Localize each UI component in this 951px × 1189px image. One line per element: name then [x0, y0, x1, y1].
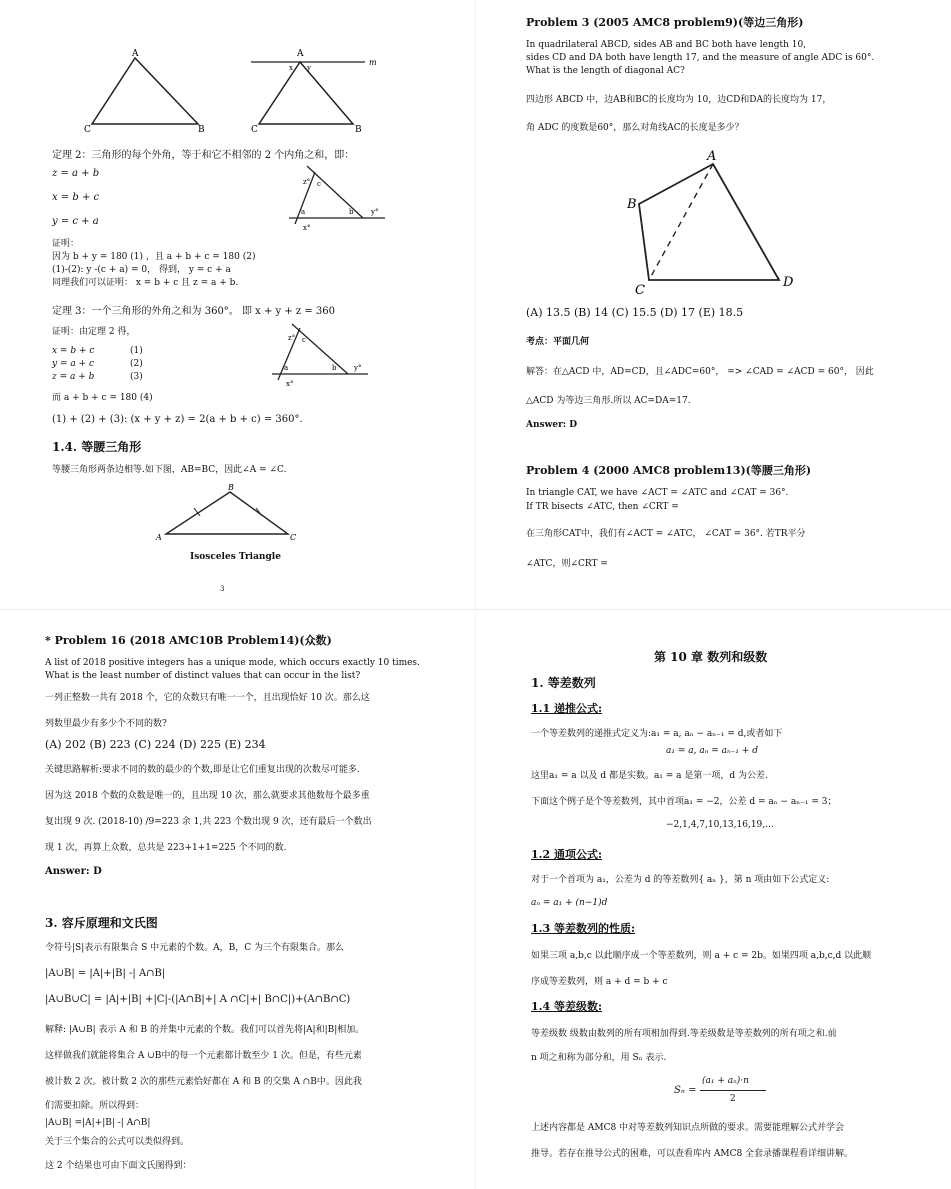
- formula-two-sets: |A∪B| = |A|+|B| -| A∩B|: [45, 968, 166, 979]
- eq-line-2: y = a + c: [52, 359, 95, 369]
- problem-3-en-3: What is the length of diagonal AC?: [526, 66, 685, 76]
- theorem-3: 定理 3：一个三角形的外角之和为 360°。 即 x + y + z = 360: [52, 306, 336, 317]
- problem-3-en-2: sides CD and DA both have length 17, and the measure of angle ADC is 60°.: [526, 53, 875, 63]
- eq-num-3: (3): [130, 372, 143, 382]
- explain-formula: |A∪B| =|A|+|B| -| A∩B|: [45, 1118, 151, 1128]
- problem-4-en-2: If TR bisects ∠ATC, then ∠CRT =: [526, 502, 679, 512]
- eq-num-2: (2): [130, 359, 143, 369]
- section-3-title: 3. 容斥原理和文氏图: [45, 916, 158, 930]
- section-1-2-title: 1.2 通项公式:: [531, 848, 603, 861]
- solution-line-2: 因为这 2018 个数的众数是唯一的，且出现 10 次，那么就要求其他数每个最多重: [45, 791, 370, 801]
- label-c: C: [290, 533, 297, 542]
- general-term-formula: aₙ = a₁ + (n−1)d: [531, 898, 608, 908]
- label-b: B: [228, 483, 234, 492]
- problem-4-cn-1: 在三角形CAT中，我们有∠ACT = ∠ATC， ∠CAT = 36°. 若TR平分: [526, 529, 806, 539]
- page-triangle-theorems: [0, 0, 475, 610]
- recursion-line-3: 这里a₁ = a 以及 d 都是实数。a₁ = a 是第一项，d 为公差.: [531, 771, 768, 781]
- sum-formula-left: Sₙ =: [674, 1085, 697, 1096]
- proof-line-3: 同理我们可以证明： x = b + c 且 z = a + b.: [52, 278, 239, 288]
- problem-16-cn-2: 列数里最少有多少个不同的数?: [45, 719, 167, 729]
- note-line-2: 推导。若存在推导公式的困难，可以查看库内 AMC8 全套录播课程看详细讲解。: [531, 1149, 854, 1159]
- problem-3-answer: Answer: D: [526, 420, 578, 430]
- isosceles-figure: [150, 480, 300, 546]
- solution-line-1: 关键思路解析:要求不同的数的最少的个数,即是让它们重复出现的次数尽可能多.: [45, 765, 360, 775]
- fraction-bar: [700, 1090, 766, 1091]
- label-a: A: [156, 533, 162, 542]
- label-b: b: [332, 364, 337, 372]
- note-line-1: 上述内容都是 AMC8 中对等差数列知识点所做的要求。需要能理解公式并学会: [531, 1123, 845, 1133]
- label-b: B: [198, 125, 205, 135]
- isosceles-caption: Isosceles Triangle: [190, 552, 281, 562]
- page-problem-3-4: [476, 0, 951, 610]
- label-z: z°: [303, 178, 311, 186]
- problem-3-title: Problem 3 (2005 AMC8 problem9)(等边三角形): [526, 16, 804, 29]
- label-b: b: [349, 208, 354, 216]
- section-1-4-text: 等腰三角形两条边相等.如下图，AB=BC，因此∠A = ∠C.: [52, 465, 287, 475]
- label-b: B: [355, 125, 362, 135]
- equation-x: x = b + c: [52, 192, 100, 203]
- triangle-figure-2: [245, 46, 385, 136]
- explain-line-3: 被计数 2 次。被计数 2 次的那些元素恰好都在 A 和 B 的交集 A ∩B中。因此我: [45, 1077, 362, 1087]
- topic-label: 考点：平面几何: [526, 337, 590, 347]
- label-y: y°: [371, 208, 379, 216]
- eq-line-1: x = b + c: [52, 346, 95, 356]
- label-y: y°: [354, 364, 362, 372]
- problem-16-choices: (A) 202 (B) 223 (C) 224 (D) 225 (E) 234: [45, 738, 266, 751]
- explain-line-2: 这样做我们就能将集合 A ∪B中的每一个元素都计数至少 1 次。但是，有些元素: [45, 1051, 362, 1061]
- series-line-2: n 项之和称为部分和，用 Sₙ 表示.: [531, 1053, 667, 1063]
- exterior-angle-figure-2: [268, 322, 378, 390]
- equation-y: y = c + a: [52, 216, 99, 227]
- sum-formula-denominator: 2: [730, 1094, 736, 1104]
- property-line-2: 序成等差数列，则 a + d = b + c: [531, 977, 668, 987]
- label-x: x°: [303, 224, 311, 232]
- label-z: z°: [288, 334, 296, 342]
- solution-line-4: 现 1 次，再算上众数，总共是 223+1+1=225 个不同的数.: [45, 843, 287, 853]
- label-x: x°: [286, 380, 294, 388]
- sum-formula-numerator: (a₁ + aₙ)·n: [702, 1076, 749, 1086]
- problem-3-cn-1: 四边形 ABCD 中，边AB和BC的长度均为 10，边CD和DA的长度均为 17，: [526, 95, 832, 105]
- series-line-1: 等差级数 级数由数列的所有项相加得到.等差级数是等差数列的所有项之和.前: [531, 1029, 837, 1039]
- quadrilateral-figure: [621, 148, 811, 298]
- explain-line-6: 关于三个集合的公式可以类似得到。: [45, 1137, 190, 1147]
- proof-heading: 证明：: [52, 239, 80, 249]
- eq-final: (1) + (2) + (3): (x + y + z) = 2(a + b + c) = 360°.: [52, 414, 303, 425]
- label-a: a: [301, 208, 306, 216]
- problem-4-en-1: In triangle CAT, we have ∠ACT = ∠ATC and ∠CAT = 36°.: [526, 488, 789, 498]
- exterior-angle-figure: [285, 162, 395, 237]
- label-c: C: [635, 283, 645, 298]
- proof-heading-2: 证明：由定理 2 得，: [52, 327, 136, 337]
- problem-3-cn-2: 角 ADC 的度数是60°，那么对角线AC的长度是多少？: [526, 123, 744, 133]
- problem-4-title: Problem 4 (2000 AMC8 problem13)(等腰三角形): [526, 464, 812, 477]
- example-line: 下面这个例子是个等差数列，其中首项a₁ = −2，公差 d = aₙ − aₙ₋₁ = 3；: [531, 797, 837, 807]
- general-term-line: 对于一个首项为 a₁，公差为 d 的等差数列{ aₙ }，第 n 项由如下公式定义:: [531, 875, 830, 885]
- recursion-line-1: 一个等差数列的递推式定义为:a₁ = a, aₙ − aₙ₋₁ = d,或者如下: [531, 729, 783, 739]
- explain-line-1: 解释: |A∪B| 表示 A 和 B 的并集中元素的个数。我们可以首先将|A|和|B|相加。: [45, 1025, 365, 1035]
- label-c: c: [302, 336, 306, 344]
- label-c: c: [317, 180, 321, 188]
- label-a: A: [297, 49, 304, 59]
- explain-line-4: 们需要扣除。所以得到：: [45, 1101, 145, 1111]
- problem-16-answer: Answer: D: [45, 866, 102, 877]
- page-problem-16: [0, 612, 475, 1189]
- label-x: x: [289, 64, 293, 72]
- chapter-title: 第 10 章 数列和级数: [654, 650, 768, 664]
- section-1-4-title: 1.4. 等腰三角形: [52, 440, 142, 454]
- property-line-1: 如果三项 a,b,c 以此顺序成一个等差数列，则 a + c = 2b。如果四项 a,b,c,d 以此顺: [531, 951, 872, 961]
- example-sequence: −2,1,4,7,10,13,16,19,...: [666, 820, 774, 830]
- problem-16-title: * Problem 16 (2018 AMC10B Problem14)(众数): [45, 634, 332, 647]
- definition-line: 令符号|S|表示有限集合 S 中元素的个数。A，B，C 为三个有限集合。那么: [45, 943, 344, 953]
- eq-sum: 而 a + b + c = 180 (4): [52, 393, 153, 403]
- problem-3-en-1: In quadrilateral ABCD, sides AB and BC both have length 10,: [526, 40, 807, 50]
- proof-line-2: (1)-(2): y -(c + a) = 0， 得到， y = c + a: [52, 265, 231, 275]
- solution-line-3: 复出现 9 次. (2018-10) /9=223 余 1,共 223 个数出现 9 次，还有最后一个数出: [45, 817, 372, 827]
- explain-line-7: 这 2 个结果也可由下面文氏图得到：: [45, 1161, 192, 1171]
- solution-line-2: △ACD 为等边三角形.所以 AC=DA=17.: [526, 396, 691, 406]
- section-1-1-title: 1.1 递推公式:: [531, 702, 603, 715]
- proof-line-1: 因为 b + y = 180 (1) ，且 a + b + c = 180 (2): [52, 252, 256, 262]
- label-m: m: [369, 58, 377, 67]
- eq-num-1: (1): [130, 346, 143, 356]
- page-number: 3: [220, 585, 225, 593]
- equation-z: z = a + b: [52, 168, 100, 179]
- section-1-4-title: 1.4 等差级数:: [531, 1000, 603, 1013]
- label-y: y: [307, 64, 311, 72]
- label-c: C: [84, 125, 91, 135]
- recursion-formula: a₁ = a, aₙ = aₙ₋₁ + d: [666, 746, 758, 756]
- page-chapter-10: [476, 612, 951, 1189]
- formula-three-sets: |A∪B∪C| = |A|+|B| +|C|-(|A∩B|+| A ∩C|+| B∩C|)+(A∩B∩C): [45, 994, 351, 1005]
- triangle-figure-1: [80, 46, 220, 136]
- eq-line-3: z = a + b: [52, 372, 95, 382]
- theorem-2: 定理 2：三角形的每个外角，等于和它不相邻的 2 个内角之和，即：: [52, 150, 355, 161]
- problem-16-en-2: What is the least number of distinct values that can occur in the list?: [45, 671, 361, 681]
- problem-3-choices: (A) 13.5 (B) 14 (C) 15.5 (D) 17 (E) 18.5: [526, 306, 744, 319]
- label-a: A: [132, 49, 139, 59]
- label-a: a: [284, 364, 289, 372]
- problem-16-en-1: A list of 2018 positive integers has a unique mode, which occurs exactly 10 times.: [45, 658, 420, 668]
- label-b: B: [627, 197, 637, 212]
- label-c: C: [251, 125, 258, 135]
- label-d: D: [783, 275, 794, 290]
- solution-line-1: 解答：在△ACD 中，AD=CD，且∠ADC=60°， => ∠CAD = ∠ACD = 60°， 因此: [526, 367, 874, 377]
- section-1-title: 1. 等差数列: [531, 676, 596, 690]
- problem-16-cn-1: 一列正整数一共有 2018 个，它的众数只有唯一一个，且出现恰好 10 次。那么这: [45, 693, 370, 703]
- problem-4-cn-2: ∠ATC，则∠CRT =: [526, 559, 608, 569]
- label-a: A: [707, 149, 717, 164]
- section-1-3-title: 1.3 等差数列的性质:: [531, 922, 636, 935]
